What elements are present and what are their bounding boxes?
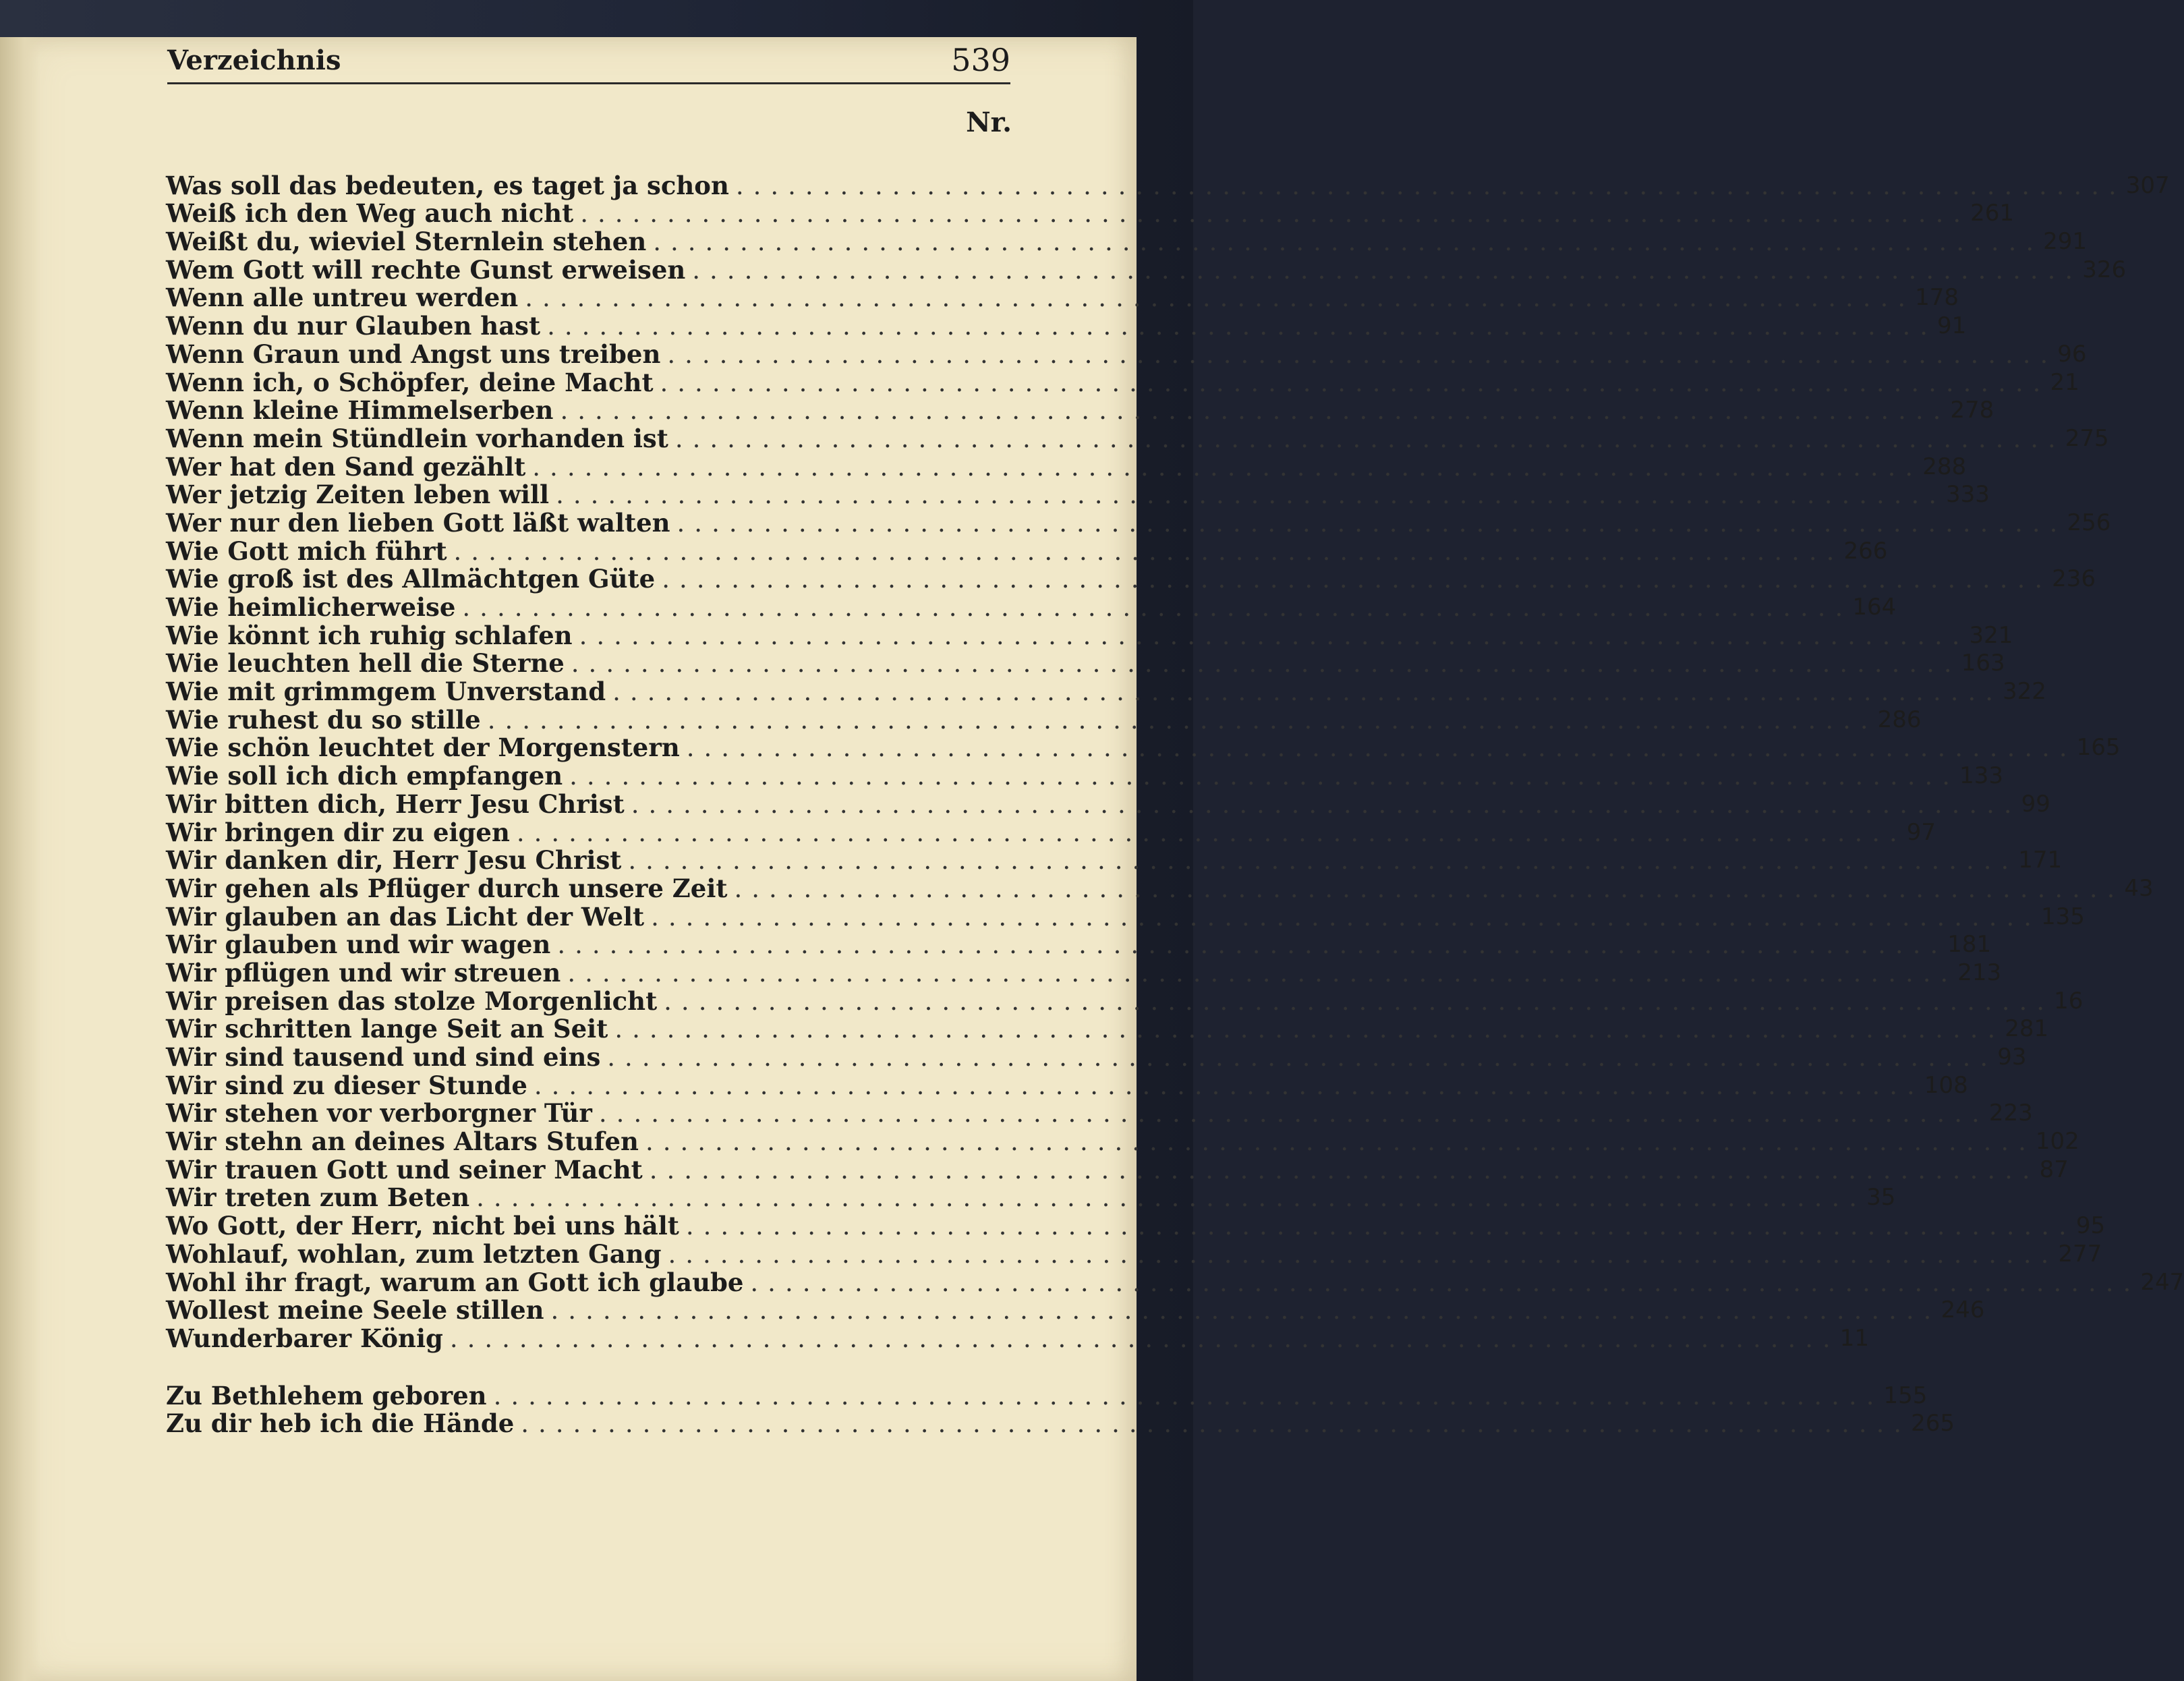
entry-number: 35 — [1866, 1184, 1896, 1212]
entry-title: Wer hat den Sand gezählt — [166, 451, 526, 482]
entry-number: 326 — [2082, 256, 2127, 283]
entry-number: 247 — [2140, 1268, 2184, 1296]
index-entry — [166, 620, 2013, 650]
leader-dots: ................................................................................ — [734, 874, 2125, 903]
index-entry — [166, 1323, 1870, 1353]
index-entry — [166, 1380, 1928, 1411]
entry-title: Wenn du nur Glauben hast — [166, 311, 541, 341]
index-entry — [166, 311, 1967, 341]
leader-dots: ................................................................................ — [556, 480, 1947, 510]
leader-dots: ................................................................................ — [462, 593, 1853, 622]
index-entry — [166, 930, 1992, 960]
leader-dots: ................................................................................ — [686, 733, 2077, 763]
leader-dots: ................................................................................ — [614, 1015, 2005, 1044]
entry-title: Wunderbarer König — [166, 1323, 443, 1353]
entry-title: Wir treten zum Beten — [166, 1183, 470, 1213]
entry-number: 278 — [1950, 397, 1994, 424]
leader-dots: ................................................................................ — [567, 958, 1958, 988]
entry-title: Wir glauben an das Licht der Welt — [166, 901, 645, 932]
entry-title: Wir sind tausend und sind eins — [166, 1042, 601, 1072]
index-list-z — [166, 1380, 1955, 1439]
entry-title: Wie groß ist des Allmächtgen Güte — [166, 564, 656, 594]
leader-dots: ................................................................................ — [453, 536, 1844, 566]
index-entry — [166, 198, 2014, 229]
leader-dots: ................................................................................ — [662, 565, 2052, 594]
leader-dots: ................................................................................ — [534, 1071, 1924, 1100]
entry-number: 322 — [2003, 678, 2046, 706]
index-entry — [166, 283, 1959, 313]
index-entry — [166, 1014, 2049, 1044]
entry-number: 171 — [2018, 847, 2063, 874]
entry-title: Weißt du, wieviel Sternlein stehen — [166, 227, 647, 257]
index-entry — [166, 1295, 1985, 1326]
leader-dots: ................................................................................ — [612, 677, 2003, 707]
leader-dots: ................................................................................ — [649, 1155, 2040, 1185]
leader-dots: ................................................................................ — [516, 818, 1907, 847]
entry-title: Wir danken dir, Herr Jesu Christ — [166, 845, 622, 876]
entry-number: 321 — [1969, 621, 2013, 649]
entry-title: Weiß ich den Weg auch nicht — [166, 198, 574, 229]
entry-number: 307 — [2125, 171, 2170, 199]
entry-number: 43 — [2124, 874, 2154, 902]
entry-number: 97 — [1906, 818, 1936, 846]
entry-title: Wie ruhest du so stille — [166, 704, 481, 735]
entry-title: Wir sind zu dieser Stunde — [166, 1070, 527, 1100]
entry-number: 256 — [2067, 509, 2111, 536]
leader-dots: ................................................................................ — [651, 902, 2042, 932]
leader-dots: ................................................................................ — [449, 1323, 1840, 1353]
entry-title: Wollest meine Seele stillen — [166, 1295, 544, 1326]
leader-dots: ................................................................................ — [550, 1296, 1941, 1326]
entry-number: 281 — [2005, 1015, 2049, 1043]
entry-title: Wie leuchten hell die Sterne — [166, 648, 565, 679]
entry-number: 87 — [2039, 1156, 2069, 1183]
entry-number: 265 — [1911, 1410, 1955, 1437]
page-gutter — [0, 37, 40, 1681]
entry-number: 178 — [1915, 284, 1959, 312]
page-number: 539 — [951, 42, 1010, 78]
leader-dots: ................................................................................ — [569, 762, 1960, 791]
index-entry — [166, 1154, 2069, 1185]
page-header — [167, 42, 1010, 84]
index-entry — [166, 704, 1922, 735]
entry-title: Wie könnt ich ruhig schlafen — [166, 620, 573, 650]
entry-title: Wir pflügen und wir streuen — [166, 957, 561, 988]
index-entry — [166, 170, 2170, 200]
leader-dots: ................................................................................ — [607, 1043, 1998, 1072]
entry-number: 277 — [2058, 1240, 2102, 1267]
entry-title: Wir preisen das stolze Morgenlicht — [166, 986, 658, 1016]
leader-dots: ................................................................................ — [668, 1239, 2059, 1269]
index-entry — [166, 648, 2005, 679]
entry-title: Wir bitten dich, Herr Jesu Christ — [166, 789, 625, 819]
index-entry — [166, 677, 2046, 707]
index-entry — [166, 1127, 2079, 1157]
leader-dots: ................................................................................ — [653, 227, 2044, 257]
leader-dots: ................................................................................ — [560, 396, 1951, 426]
index-entry — [166, 1183, 1896, 1213]
leader-dots: ................................................................................ — [532, 452, 1923, 482]
entry-title: Wie schön leuchtet der Morgenstern — [166, 733, 680, 763]
index-entry — [166, 507, 2111, 538]
leader-dots: ................................................................................ — [547, 312, 1938, 341]
entry-title: Wir stehen vor verborgner Tür — [166, 1098, 592, 1129]
leader-dots: ................................................................................ — [664, 986, 2054, 1016]
leader-dots: ................................................................................ — [677, 508, 2067, 538]
entry-number: 102 — [2035, 1128, 2079, 1156]
index-entry — [166, 536, 1888, 566]
entry-number: 99 — [2021, 790, 2050, 818]
entry-number: 16 — [2054, 987, 2084, 1015]
entry-number: 95 — [2075, 1212, 2106, 1240]
index-entry — [166, 901, 2085, 932]
index-entry — [166, 1042, 2027, 1072]
entry-title: Wie soll ich dich empfangen — [166, 761, 563, 791]
entry-title: Wenn Graun und Angst uns treiben — [166, 339, 661, 369]
entry-title: Wem Gott will rechte Gunst erweisen — [166, 254, 686, 285]
leader-dots: ................................................................................ — [685, 1212, 2076, 1241]
index-entry — [166, 986, 2084, 1016]
index-entry — [166, 761, 2003, 791]
leader-dots: ................................................................................ — [557, 930, 1948, 960]
index-entry — [166, 254, 2127, 285]
entry-number: 164 — [1852, 594, 1897, 621]
entry-number: 133 — [1959, 762, 2003, 790]
entry-number: 286 — [1877, 706, 1922, 733]
entry-title: Zu Bethlehem geboren — [166, 1380, 487, 1411]
entry-title: Wenn alle untreu werden — [166, 283, 519, 313]
index-entry — [166, 1098, 2033, 1129]
entry-title: Wo Gott, der Herr, nicht bei uns hält — [166, 1211, 679, 1241]
leader-dots: ................................................................................ — [580, 199, 1971, 229]
index-entry — [166, 1070, 1968, 1100]
entry-title: Wir glauben und wir wagen — [166, 930, 551, 960]
index-entry — [166, 957, 2002, 988]
leader-dots: ................................................................................ — [631, 789, 2021, 819]
entry-title: Wer jetzig Zeiten leben will — [166, 480, 550, 510]
entry-title: Wir stehn an deines Altars Stufen — [166, 1127, 639, 1157]
entry-title: Wie heimlicherweise — [166, 592, 456, 622]
entry-title: Wenn ich, o Schöpfer, deine Macht — [166, 367, 654, 397]
entry-number: 11 — [1839, 1324, 1870, 1352]
entry-number: 96 — [2057, 340, 2087, 368]
entry-title: Wohl ihr fragt, warum an Gott ich glaube — [166, 1267, 744, 1297]
index-entry — [166, 1408, 1955, 1439]
entry-number: 246 — [1941, 1297, 1985, 1324]
leader-dots: ................................................................................ — [645, 1127, 2036, 1157]
entry-title: Wohlauf, wohlan, zum letzten Gang — [166, 1238, 662, 1269]
index-entry — [166, 367, 2079, 397]
leader-dots: ................................................................................ — [521, 1409, 1912, 1439]
leader-dots: ................................................................................ — [735, 171, 2126, 200]
entry-number: 261 — [1970, 200, 2014, 227]
index-entry — [166, 395, 1994, 426]
index-entry — [166, 1238, 2102, 1269]
index-entry — [166, 1211, 2106, 1241]
entry-title: Wer nur den lieben Gott läßt walten — [166, 507, 670, 538]
index-entry — [166, 227, 2088, 257]
leader-dots: ................................................................................ — [692, 255, 2083, 285]
index-entry — [166, 423, 2109, 453]
entry-number: 181 — [1947, 931, 1992, 959]
entry-number: 93 — [1997, 1044, 2027, 1071]
entry-number: 21 — [2050, 368, 2079, 396]
leader-dots: ................................................................................ — [476, 1183, 1867, 1213]
entry-title: Wenn kleine Himmelserben — [166, 395, 554, 426]
entry-number: 236 — [2052, 565, 2096, 593]
entry-title: Wir trauen Gott und seiner Macht — [166, 1154, 643, 1185]
index-list — [166, 170, 2184, 1353]
entry-number: 163 — [1961, 650, 2005, 677]
entry-title: Wir schritten lange Seit an Seit — [166, 1014, 608, 1044]
entry-number: 108 — [1924, 1071, 1968, 1099]
page-title: Verzeichnis — [167, 45, 341, 76]
entry-title: Wie mit grimmgem Unverstand — [166, 677, 606, 707]
entry-number: 165 — [2076, 734, 2121, 762]
entry-title: Was soll das bedeuten, es taget ja schon — [166, 170, 729, 200]
leader-dots: ................................................................................ — [628, 846, 2019, 876]
leader-dots: ................................................................................ — [571, 649, 1961, 679]
leader-dots: ................................................................................ — [660, 368, 2050, 397]
entry-title: Zu dir heb ich die Hände — [166, 1408, 515, 1439]
leader-dots: ................................................................................ — [667, 339, 2058, 369]
column-label-nr: Nr. — [966, 107, 1012, 138]
entry-number: 155 — [1883, 1381, 1928, 1409]
index-entry — [166, 1267, 2184, 1297]
index-entry — [166, 733, 2121, 763]
entry-number: 223 — [1988, 1100, 2033, 1127]
index-entry — [166, 564, 2096, 594]
entry-title: Wie Gott mich führt — [166, 536, 447, 566]
entry-number: 91 — [1937, 312, 1967, 340]
leader-dots: ................................................................................ — [598, 1099, 1989, 1129]
entry-title: Wir gehen als Pflüger durch unsere Zeit — [166, 873, 728, 903]
entry-number: 333 — [1946, 481, 1990, 509]
leader-dots: ................................................................................ — [487, 705, 1878, 735]
index-entry — [166, 873, 2154, 903]
entry-number: 288 — [1922, 453, 1967, 480]
entry-number: 135 — [2041, 903, 2085, 930]
index-entry — [166, 789, 2050, 819]
index-entry — [166, 845, 2063, 876]
leader-dots: ................................................................................ — [525, 283, 1916, 313]
index-entry — [166, 592, 1897, 622]
index-entry — [166, 339, 2087, 369]
entry-title: Wenn mein Stündlein vorhanden ist — [166, 423, 668, 453]
index-entry — [166, 451, 1967, 482]
index-entry — [166, 817, 1936, 847]
leader-dots: ................................................................................ — [579, 621, 1970, 650]
entry-number: 213 — [1957, 959, 2002, 986]
leader-dots: ................................................................................ — [750, 1267, 2141, 1297]
leader-dots: ................................................................................ — [493, 1381, 1884, 1411]
entry-title: Wir bringen dir zu eigen — [166, 817, 510, 847]
entry-number: 275 — [2065, 424, 2109, 452]
entry-number: 291 — [2043, 228, 2088, 256]
leader-dots: ................................................................................ — [674, 424, 2065, 453]
entry-number: 266 — [1843, 537, 1888, 565]
index-entry — [166, 480, 1990, 510]
